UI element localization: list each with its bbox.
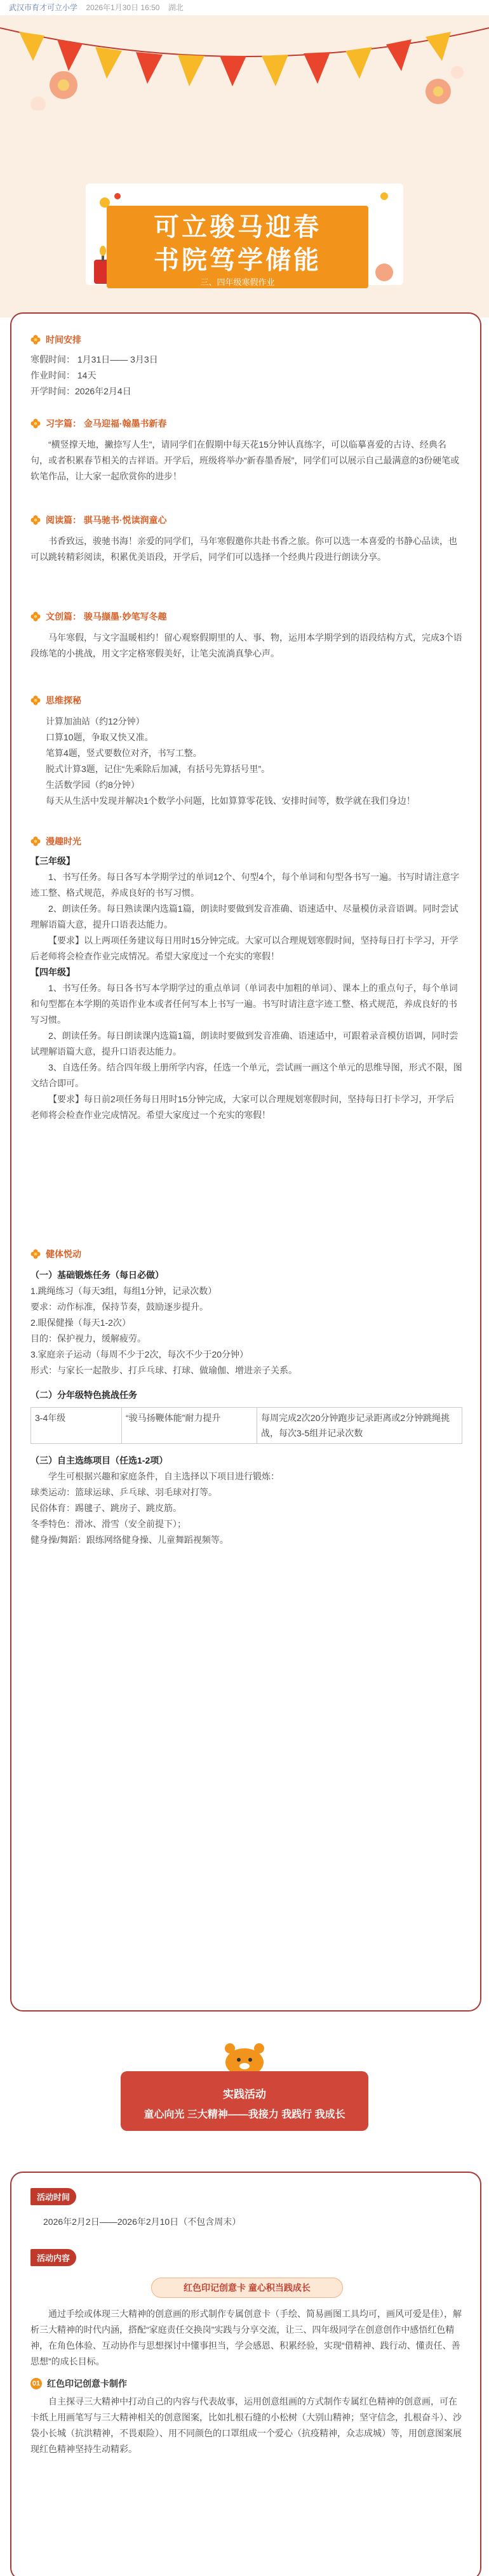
grade3-requirement: 【要求】以上两项任务建议每日用时15分钟完成。大家可以合理规划寒假时间，坚持每日打卡学习，开学后老师将会检查作业完成情况。希望大家度过一个充实的寒假！ <box>30 935 459 961</box>
section-schedule <box>30 333 462 399</box>
article-meta <box>0 0 489 15</box>
hero-title-line2: 书院笃学储能 <box>154 246 321 274</box>
schedule-line: 开学时间：2026年2月4日 <box>30 386 131 396</box>
banner-title: 实践活动 <box>223 2088 266 2100</box>
account-name[interactable]: 武汉市育才可立小学 <box>9 3 78 12</box>
hero-subtitle: 三、四年级寒假作业 <box>200 277 275 287</box>
sports-subheading: （一）基础锻炼任务（每日必做） <box>30 1270 164 1280</box>
section-activity-time <box>30 2188 462 2230</box>
sports-line: 学生可根据兴趣和家庭条件，自主选择以下项目进行锻炼： <box>48 1471 279 1481</box>
banner-slogan: 童心向光 三大精神——我接力 我践行 我成长 <box>144 2109 345 2120</box>
grade4-task: 1、书写任务。每日各书写本学期学过的重点单词（单词表中加粗的单词）、课本上的重点句子，每个单词和句型都在本学期的英语作业本或者任何写本上书写一遍。书写时请注意字迹工整、格式规范，养成良好的书写习惯。 <box>30 983 458 1025</box>
number-badge-icon: 01 <box>30 2378 42 2389</box>
section-reading <box>30 513 462 565</box>
activity-time-tag: 活动时间 <box>30 2188 76 2205</box>
table-cell: 每周完成2次20分钟跑步记录距离或2分钟跳绳挑战，每次3-5组并记录次数 <box>257 1408 462 1444</box>
sports-subheading: （三）自主选练项目（任选1-2项） <box>30 1455 168 1465</box>
flower-icon <box>30 515 41 525</box>
grade4-task: 2、朗读任务。每日朗读课内选篇1篇，朗读时要做到发音准确、语速适中，可跟着录音模仿语调，同时尝试理解语篇大意，提升口语表达能力。 <box>30 1031 459 1057</box>
section-title: 文创篇： 骏马撷墨·妙笔写冬趣 <box>46 611 167 622</box>
activity-theme-pill: 红色印记创意卡 童心积当践成长 <box>151 2278 343 2298</box>
practice-banner <box>121 2071 368 2131</box>
grade4-heading: 【四年级】 <box>30 967 75 977</box>
activity-item-text: 自主探寻三大精神中打动自己的内容与代表故事，运用创意组画的方式制作专属红色精神的创意画，可在卡纸上用画笔写与三大精神相关的创意图案，比如扎根石缝的小松树（大别山精神；坚守信念，扎根奋斗）、沙袋小长城（抗洪精神，不畏艰险）、用不同颜色的口罩组成一个爱心（抗疫精神，众志成城）等，用创意图案展现红色精神坚持生动精彩。 <box>30 2396 462 2454</box>
section-writing <box>30 610 462 662</box>
flower-icon <box>30 695 41 705</box>
section-title: 思维探秘 <box>46 695 81 705</box>
table-cell: 3-4年级 <box>31 1408 122 1444</box>
hero-title-box <box>107 206 368 288</box>
sports-line: 1.跳绳练习（每天3组，每组1分钟，记录次数） <box>30 1286 217 1296</box>
sports-line: 球类运动：篮球运球、乒乓球、羽毛球对打等。 <box>30 1487 217 1497</box>
table-cell: “骏马扬鞭体能”耐力提升 <box>122 1408 257 1444</box>
section-title: 漫趣时光 <box>46 836 81 846</box>
activity-content-tag: 活动内容 <box>30 2249 76 2266</box>
math-line: 计算加油站（约12分钟） <box>46 716 145 726</box>
reading-text: 书香致远，骏驰书海！亲爱的同学们，马年寒假邀你共赴书香之旅。你可以选一本喜爱的书静心品读，也可以跳转精彩阅读，积累优美语段，开学后，同学们可以选择一个经典片段进行朗读分享。 <box>30 536 457 562</box>
table-row <box>31 1408 462 1444</box>
flower-icon <box>30 1249 41 1259</box>
grade4-task: 3、自选任务。结合四年级上册所学内容，任选一个单元，尝试画一画这个单元的思维导图，形式不限，图文结合即可。 <box>30 1062 462 1088</box>
practice-frame <box>10 2172 481 2576</box>
publish-location: 湖北 <box>168 3 184 12</box>
section-english <box>30 834 462 1123</box>
schedule-line: 作业时间： 14天 <box>30 370 97 380</box>
activity-item-title: 红色印记创意卡制作 <box>47 2379 127 2389</box>
math-line: 生活数学园（约8分钟） <box>46 780 140 790</box>
grade3-task: 1、书写任务。每日各写本学期学过的单词12个、句型4个，每个单词和句型各书写一遍。书写时请注意字迹工整、格式规范，养成良好的书写习惯。 <box>30 872 460 898</box>
grade4-requirement: 【要求】每日前2项任务每日用时15分钟完成，大家可以合理规划寒假时间，坚持每日打卡学习，开学后老师将会检查作业完成情况。希望大家度过一个充实的寒假！ <box>30 1094 455 1120</box>
calligraphy-text: “横竖撑天地，撇捺写人生”，请同学们在假期中每天花15分钟认真练字，可以临摹喜爱的古诗、经典名句，或者积累春节相关的吉祥语。开学后，班级将举办“新春墨香展”，同学们可以展示自己最满意的3份硬笔或软笔作品，让大家一起欣赏你的进步！ <box>30 439 460 481</box>
publish-datetime: 2026年1月30日 16:50 <box>86 3 160 12</box>
flower-icon <box>30 335 41 345</box>
writing-text: 马年寒假，与文字温暖相约！留心观察假期里的人、事、物，运用本学期学到的语段结构方式，完成3个语段练笔的小挑战，用文字定格寒假美好，让笔尖流淌真挚心声。 <box>30 632 462 658</box>
hero-poster <box>0 15 489 317</box>
section-title: 习字篇： 金马迎福·翰墨书新春 <box>46 418 167 429</box>
schedule-line: 寒假时间： 1月31日—— 3月3日 <box>30 354 158 364</box>
section-sports <box>30 1247 462 1548</box>
math-line: 笔算4题，竖式要数位对齐，书写工整。 <box>46 748 202 758</box>
homework-frame <box>10 312 481 2012</box>
sports-line: 2.眼保健操（每天1-2次） <box>30 1318 131 1328</box>
section-activity-content <box>30 2249 462 2266</box>
sports-subheading: （二）分年级特色挑战任务 <box>30 1390 137 1400</box>
section-math <box>30 693 462 809</box>
flower-icon <box>30 611 41 622</box>
math-line: 口算10题，争取又快又准。 <box>46 732 154 742</box>
sports-line: 健身操/舞蹈：跟练网络健身操、儿童舞蹈视频等。 <box>30 1535 229 1545</box>
section-title: 阅读篇： 骐马驰书·悦读润童心 <box>46 515 167 525</box>
math-line: 每天从生活中发现并解决1个数学小问题，比如算算零花钱、安排时间等，数学就在我们身边！ <box>46 796 415 806</box>
sports-line: 3.家庭亲子运动（每周不少于2次，每次不少于20分钟） <box>30 1349 249 1359</box>
flower-icon <box>30 418 41 429</box>
bunting-decoration <box>0 15 489 110</box>
flower-icon <box>30 836 41 846</box>
activity-intro-text: 通过手绘或体现三大精神的创意画的形式制作专属创意卡（手绘、简易画图工具均可，画风可爱是佳），解析三大精神的时代内涵，搭配“家庭责任交换岗”实践与分享交流，让三、四年级同学在创意创作中感悟红色精神，在角色体验、互动协作与思想探讨中懂事担当，学会感恩、积累经验，实现“借精神、践行动、懂责任、善思想”的成长目标。 <box>30 2309 462 2366</box>
section-title: 健体悦动 <box>46 1249 81 1259</box>
grade3-task: 2、朗读任务。每日熟读课内选篇1篇，朗读时要做到发音准确、语速适中、尽量模仿录音语调。同时尝试理解语篇大意，提升口语表达能力。 <box>30 904 459 930</box>
section-calligraphy <box>30 417 462 484</box>
sports-line: 目的：保护视力，缓解疲劳。 <box>30 1333 146 1344</box>
math-line: 脱式计算3题，记住“先乘除后加减，有括号先算括号里”。 <box>46 764 271 774</box>
hero-title-line1: 可立骏马迎春 <box>154 213 321 241</box>
sports-line: 要求：动作标准，保持节奏，鼓励逐步提升。 <box>30 1302 208 1312</box>
sports-line: 民俗体育：踢毽子、跳房子、跳皮筋。 <box>30 1503 182 1513</box>
activity-item-heading <box>30 2377 462 2390</box>
sports-line: 冬季特色：滑冰、滑雪（安全前提下）； <box>30 1519 186 1529</box>
activity-time-text: 2026年2月2日——2026年2月10日（不包含周末） <box>43 2217 241 2227</box>
grade3-heading: 【三年级】 <box>30 856 75 866</box>
activity-intro <box>30 2306 462 2457</box>
challenge-table <box>30 1407 462 1444</box>
section-title: 时间安排 <box>46 335 81 345</box>
sports-line: 形式：与家长一起散步、打乒乓球、打球、做瑜伽、增进亲子关系。 <box>30 1365 297 1375</box>
